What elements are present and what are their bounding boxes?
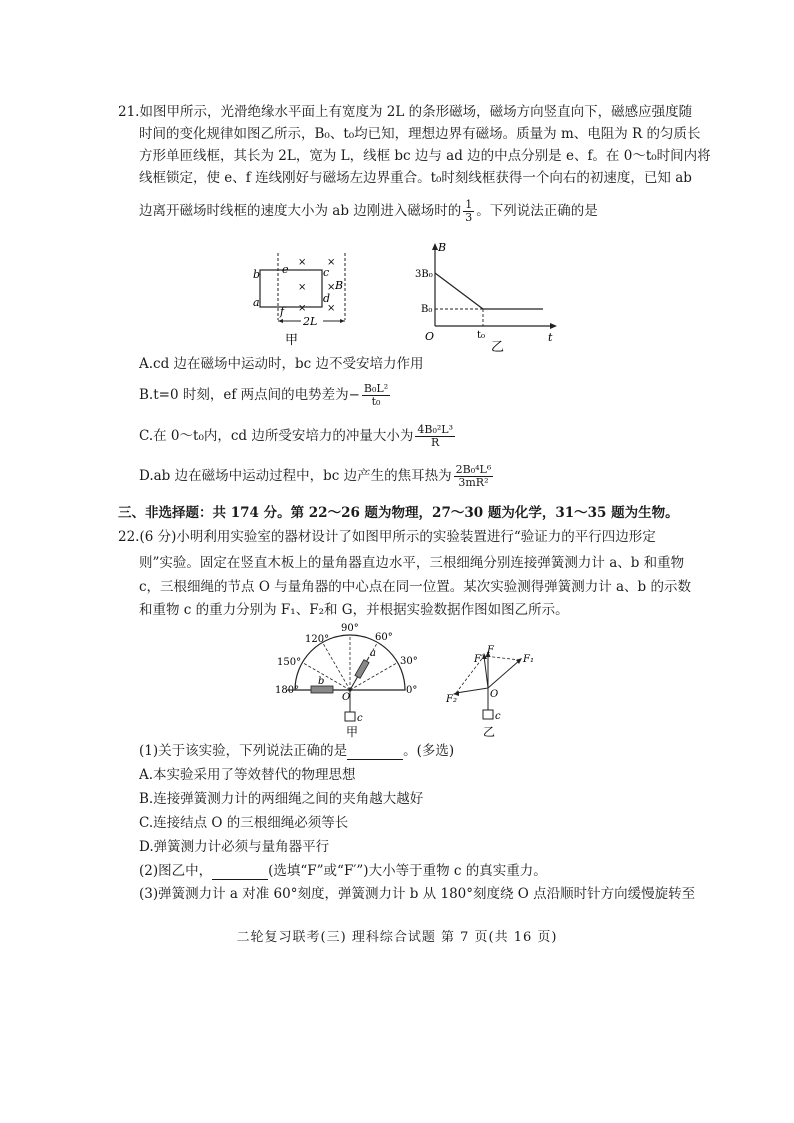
spring-scale-b (311, 686, 333, 693)
cross-3: × (298, 282, 307, 293)
label-f: f (280, 305, 285, 318)
q22-line-1: 22.(6 分)小明利用实验室的器材设计了如图甲所示的实验装置进行“验证力的平行四边形定 (118, 529, 656, 545)
angle-90: 90° (341, 623, 359, 634)
q22-line-4: 和重物 c 的重力分别为 F₁、F₂和 G，并根据实验数据作图如图乙所示。 (139, 602, 569, 618)
fraction-numerator: 1 (465, 198, 473, 211)
caption-yi: 乙 (491, 340, 505, 352)
q21-option-b (139, 383, 392, 408)
option-c-denominator: R (431, 436, 440, 449)
q21-line-5-tail: 。下列说法正确的是 (476, 203, 598, 219)
label-a: a (370, 648, 376, 659)
one-third-fraction (463, 199, 474, 224)
q21-line-5 (139, 199, 598, 224)
label-e: e (282, 263, 289, 276)
weight-c (345, 712, 355, 721)
q21-option-c-text: C.在 0～t₀内，cd 边所受安培力的冲量大小为 (139, 428, 414, 444)
q22-sub1-text: (1)关于该实验，下列说法正确的是 (139, 743, 348, 759)
label-2l: 2L (303, 315, 318, 328)
option-c-fraction (415, 424, 455, 449)
q22-sub2 (139, 862, 547, 880)
cross-1: × (298, 257, 307, 268)
label-b: b (253, 268, 261, 281)
x-axis-label: t (548, 331, 553, 344)
q22-line-3: c，三根细绳的节点 O 与量角器的中心点在同一位置。某次实验测得弹簧测力计 a、b 的示数 (139, 579, 691, 595)
section-3-heading: 三、非选择题：共 174 分。第 22～26 题为物理，27～30 题为化学，31～35 题为生物。 (118, 505, 679, 521)
label-d: d (323, 292, 331, 305)
q22-option-b: B.连接弹簧测力计的两细绳之间的夹角越大越好 (139, 791, 424, 807)
tick-b0: B₀ (421, 304, 433, 315)
option-b-fraction (362, 383, 390, 408)
label-o: O (490, 689, 499, 700)
label-a: a (253, 296, 260, 309)
q21-figure-yi-graph (415, 240, 565, 352)
q21-option-b-text: B.t=0 时刻，ef 两点间的电势差为− (139, 387, 360, 403)
q22-figure-jia-protractor (275, 620, 425, 738)
angle-0: 0° (406, 685, 418, 696)
label-b-field: B (335, 279, 344, 292)
page-footer: 二轮复习联考(三) 理科综合试题 第 7 页(共 16 页) (236, 930, 558, 945)
answer-blank-2[interactable] (212, 865, 268, 880)
spring-scale-a (355, 660, 369, 679)
fraction-denominator: 3 (465, 211, 473, 224)
option-c-numerator: 4B₀²L³ (417, 423, 453, 436)
q22-line-2: 则”实验。固定在竖直木板上的量角器直边水平，三根细绳分别连接弹簧测力计 a、b 和重物 (139, 555, 685, 571)
cross-2: × (327, 257, 336, 268)
label-b: b (318, 676, 325, 687)
angle-180: 180° (275, 685, 300, 696)
angle-60: 60° (375, 632, 393, 643)
q21-figure-jia (245, 248, 365, 348)
q21-line-4: 线框锁定，使 e、f 连线刚好与磁场左边界重合。t₀时刻线框获得一个向右的初速度，已知 ab (139, 170, 692, 186)
q21-option-a: A.cd 边在磁场中运动时，bc 边不受安培力作用 (139, 356, 424, 372)
q22-figure-yi-forces (440, 640, 540, 738)
q21-line-2: 时间的变化规律如图乙所示，B₀、t₀均已知，理想边界有磁场。质量为 m、电阻为 R 的匀质长 (139, 126, 701, 142)
caption-jia: 甲 (346, 725, 359, 738)
y-axis-label: B (438, 241, 447, 254)
q21-line-5-text: 边离开磁场时线框的速度大小为 ab 边刚进入磁场时的 (139, 203, 462, 219)
q21-option-d-text: D.ab 边在磁场中运动过程中，bc 边产生的焦耳热为 (139, 468, 452, 484)
label-f-prime: F′ (474, 654, 484, 665)
cross-5: × (298, 303, 307, 314)
label-c: c (357, 713, 363, 724)
option-b-denominator: t₀ (371, 395, 381, 408)
label-f: F (487, 645, 494, 656)
tick-3b0: 3B₀ (415, 269, 433, 280)
q22-sub2-tail: (选填“F”或“F′”)大小等于重物 c 的真实重力。 (268, 863, 547, 879)
label-o: O (342, 692, 351, 703)
q22-sub3: (3)弹簧测力计 a 对准 60°刻度，弹簧测力计 b 从 180°刻度绕 O 点沿顺时针方向缓慢旋转至 (139, 886, 696, 902)
q21-line-3: 方形单匝线框，其长为 2L，宽为 L，线框 bc 边与 ad 边的中点分别是 e、f。在 0～t₀时间内将 (139, 148, 711, 164)
q22-sub1 (139, 742, 454, 760)
angle-30: 30° (400, 656, 418, 667)
q21-option-d (139, 464, 495, 489)
cross-4: × (327, 282, 336, 293)
origin-label: O (425, 330, 435, 343)
q21-line-1: 21.如图甲所示，光滑绝缘水平面上有宽度为 2L 的条形磁场，磁场方向竖直向下，磁感应强度随 (118, 104, 693, 120)
caption-jia: 甲 (285, 333, 299, 348)
q22-option-c: C.连接结点 O 的三根细绳必须等长 (139, 815, 349, 831)
label-c: c (323, 266, 330, 279)
b-t-line (435, 273, 543, 309)
q22-option-d: D.弹簧测力计必须与量角器平行 (139, 839, 330, 855)
angle-120: 120° (305, 634, 330, 645)
label-f2: F₂ (446, 694, 457, 705)
cross-6: × (327, 303, 336, 314)
option-d-fraction (454, 464, 494, 489)
answer-blank-1[interactable] (347, 745, 403, 760)
tick-t0: t₀ (477, 330, 486, 341)
q22-option-a: A.本实验采用了等效替代的物理思想 (139, 767, 356, 783)
label-c: c (495, 711, 501, 722)
caption-yi: 乙 (483, 725, 496, 738)
q22-sub1-tail: 。(多选) (403, 743, 455, 759)
q22-sub2-text: (2)图乙中， (139, 863, 213, 879)
option-d-denominator: 3mR² (458, 476, 489, 489)
q21-option-c (139, 424, 457, 449)
option-b-numerator: B₀L² (363, 382, 389, 395)
angle-150: 150° (277, 657, 302, 668)
label-f1: F₁ (523, 654, 534, 665)
option-d-numerator: 2B₀⁴L⁶ (455, 463, 492, 476)
